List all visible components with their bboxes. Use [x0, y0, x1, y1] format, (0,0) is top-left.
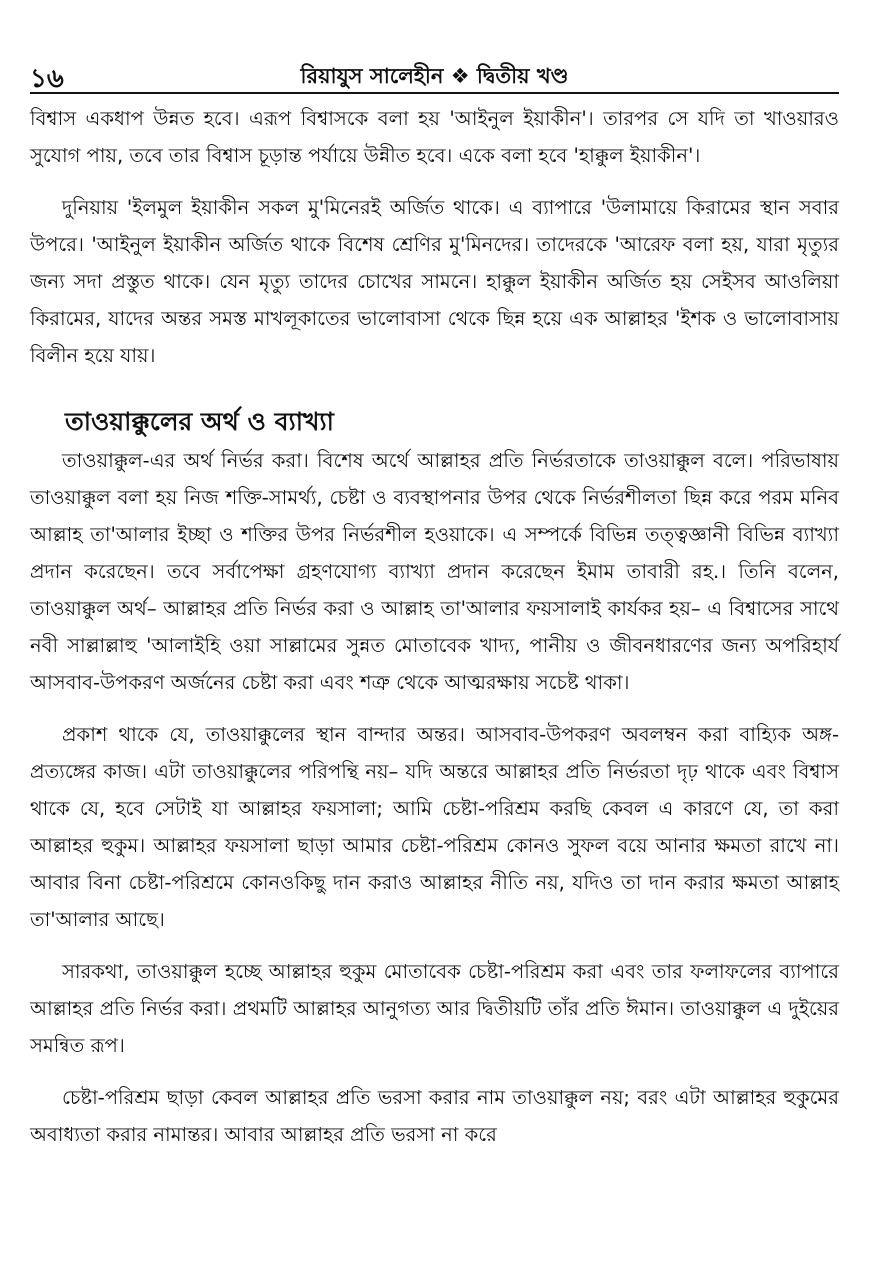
paragraph-continuation: বিশ্বাস একধাপ উন্নত হবে। এরূপ বিশ্বাসকে বলা হয় 'আইনুল ইয়াকীন'। তারপর সে যদি তা খাওয়ারও সুযোগ পায়, তবে তার বিশ্বাস চূড়ান্ত পর্যায়ে উন্নীত হবে। একে বলা হবে 'হাক্কুল ইয়াকীন'।	[30, 107, 839, 167]
paragraph-tawakkul-definition: তাওয়াক্কুল-এর অর্থ নির্ভর করা। বিশেষ অর্থে আল্লাহর প্রতি নির্ভরতাকে তাওয়াক্কুল বলে। পরিভাষায় তাওয়াক্কুল বলা হয় নিজ শক্তি-সামর্থ্য, চেষ্টা ও ব্যবস্থাপনার উপর থেকে নির্ভরশীলতা ছিন্ন করে পরম মনিব আল্লাহ তা'আলার ইচ্ছা ও শক্তির উপর নির্ভরশীল হওয়াকে। এ সম্পর্কে বিভিন্ন তত্ত্বজ্ঞানী বিভিন্ন ব্যাখ্যা প্রদান করেছেন। তবে সর্বাপেক্ষা গ্রহণযোগ্য ব্যাখ্যা প্রদান করেছেন ইমাম তাবারী রহ.। তিনি বলেন, তাওয়াক্কুল অর্থ– আল্লাহর প্রতি নির্ভর করা ও আল্লাহ তা'আলার ফয়সালাই কার্যকর হয়– এ বিশ্বাসের সাথে নবী সাল্লাল্লাহু 'আলাইহি ওয়া সাল্লামের সুন্নত মোতাবেক খাদ্য, পানীয় ও জীবনধারণের জন্য অপরিহার্য আসবাব-উপকরণ অর্জনের চেষ্টা করা এবং শত্রু থেকে আত্মরক্ষায় সচেষ্ট থাকা।	[30, 449, 839, 694]
page-number: ১৬	[30, 64, 64, 94]
paragraph-summary: সারকথা, তাওয়াক্কুল হচ্ছে আল্লাহর হুকুম মোতাবেক চেষ্টা-পরিশ্রম করা এবং তার ফলাফলের ব্যাপারে আল্লাহর প্রতি নির্ভর করা। প্রথমটি আল্লাহর আনুগত্য আর দ্বিতীয়টি তাঁর প্রতি ঈমান। তাওয়াক্কুল এ দুইয়ের সমন্বিত রূপ।	[30, 960, 839, 1057]
section-heading: তাওয়াক্কুলের অর্থ ও ব্যাখ্যা	[65, 407, 334, 436]
paragraph-effort: চেষ্টা-পরিশ্রম ছাড়া কেবল আল্লাহর প্রতি ভরসা করার নাম তাওয়াক্কুল নয়; বরং এটা আল্লাহর হুকুমের অবাধ্যতা করার নামান্তর। আবার আল্লাহর প্রতি ভরসা না করে	[30, 1086, 839, 1146]
paragraph-yaqin-levels: দুনিয়ায় 'ইলমুল ইয়াকীন সকল মু'মিনেরই অর্জিত থাকে। এ ব্যাপারে 'উলামায়ে কিরামের স্থান সবার উপরে। 'আইনুল ইয়াকীন অর্জিত থাকে বিশেষ শ্রেণির মু'মিনদের। তাদেরকে 'আরেফ বলা হয়, যারা মৃত্যুর জন্য সদা প্রস্তুত থাকে। যেন মৃত্যু তাদের চোখের সামনে। হাক্কুল ইয়াকীন অর্জিত হয় সেইসব আওলিয়া কিরামের, যাদের অন্তর সমস্ত মাখলূকাতের ভালোবাসা থেকে ছিন্ন হয়ে এক আল্লাহর 'ইশক ও ভালোবাসায় বিলীন হয়ে যায়।	[30, 196, 839, 367]
page-header	[30, 52, 839, 94]
paragraph-tawakkul-place: প্রকাশ থাকে যে, তাওয়াক্কুলের স্থান বান্দার অন্তর। আসবাব-উপকরণ অবলম্বন করা বাহ্যিক অঙ্গ-প্রত্যঙ্গের কাজ। এটা তাওয়াক্কুলের পরিপন্থি নয়– যদি অন্তরে আল্লাহর প্রতি নির্ভরতা দৃঢ় থাকে এবং বিশ্বাস থাকে যে, হবে সেটাই যা আল্লাহর ফয়সালা; আমি চেষ্টা-পরিশ্রম করছি কেবল এ কারণে যে, তা করা আল্লাহর হুকুম। আল্লাহর ফয়সালা ছাড়া আমার চেষ্টা-পরিশ্রম কোনও সুফল বয়ে আনার ক্ষমতা রাখে না। আবার বিনা চেষ্টা-পরিশ্রমে কোনওকিছু দান করাও আল্লাহর নীতি নয়, যদিও তা দান করার ক্ষমতা আল্লাহ তা'আলার আছে।	[30, 723, 839, 931]
page-content	[30, 100, 839, 1153]
running-title: রিয়াযুস সালেহীন ❖ দ্বিতীয় খণ্ড	[300, 64, 569, 88]
